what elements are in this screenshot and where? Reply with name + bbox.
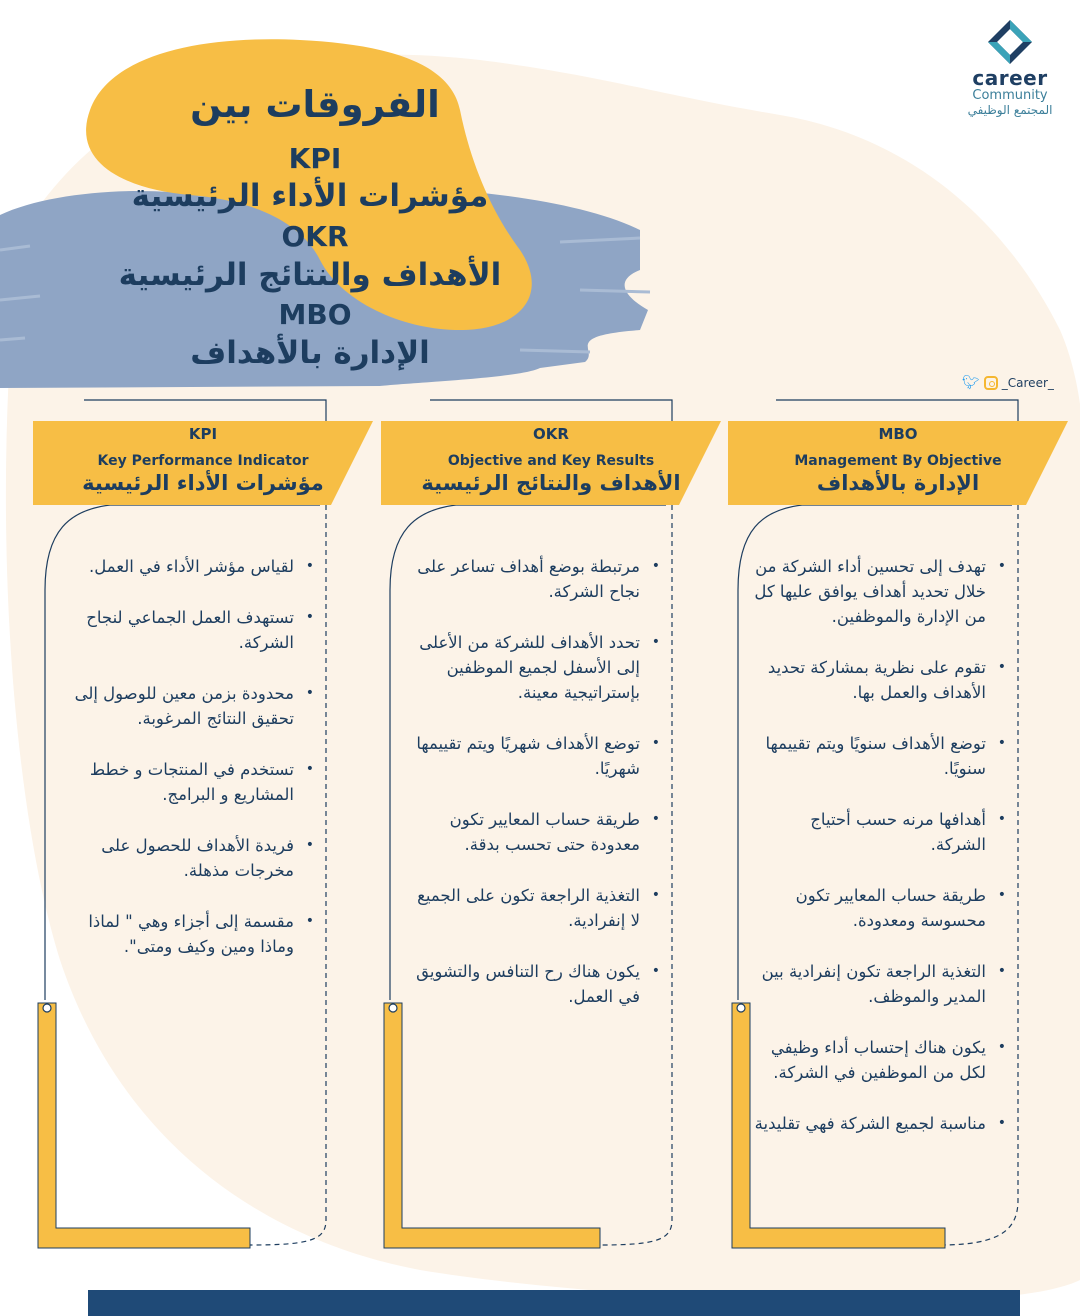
list-item: • يكون هناك رح التنافس والتشويق في العمل. [404,959,666,1009]
list-item: • طريقة حساب المعايير تكون محسوسة ومعدودة. [752,883,1012,933]
mbo-header-arabic: الإدارة بالأهداف [816,471,980,495]
list-item: • توضع الأهداف شهريًا ويتم تقييمها شهريًا. [404,731,666,781]
footer-bar [88,1290,1020,1316]
title-mbo-arabic: الإدارة بالأهداف [190,335,430,371]
title-okr-arabic: الأهداف والنتائج الرئيسية [118,257,502,293]
list-item: • مرتبطة بوضع أهداف تساعر على نجاح الشركة. [404,554,666,604]
list-item: • تحدد الأهداف للشركة من الأعلى إلى الأسفل لجميع الموظفين بإستراتيجية معينة. [404,630,666,705]
title-kpi-arabic: مؤشرات الأداء الرئيسية [131,178,489,214]
kpi-header-english: Key Performance Indicator [97,453,309,469]
list-item: • تستخدم في المنتجات و خطط المشاريع و البرامج. [62,757,320,807]
list-item: • التغذية الراجعة تكون إنفرادية بين المدير والموظف. [752,959,1012,1009]
kpi-header [33,421,373,505]
list-item: • أهدافها مرنه حسب أحتياج الشركة. [752,807,1012,857]
list-item: • تستهدف العمل الجماعي لنجاح الشركة. [62,605,320,655]
social-handle-text: _Career_ [1001,376,1054,390]
list-item: • تقوم على نظرية بمشاركة تحديد الأهداف والعمل بها. [752,655,1012,705]
title-mbo: MBO [278,298,352,331]
mbo-list [752,554,1012,1136]
list-item: • يكون هناك إحتساب أداء وظيفي لكل من الموظفين في الشركة. [752,1035,1012,1085]
okr-header-arabic: الأهداف والنتائج الرئيسية [421,471,681,495]
list-item: • لقياس مؤشر الأداء في العمل. [62,554,320,579]
mbo-header [728,421,1068,505]
list-item: • توضع الأهداف سنويًا ويتم تقييمها سنويًا. [752,731,1012,781]
list-item: • تهدف إلى تحسين أداء الشركة من خلال تحديد أهداف يوافق عليها كل من الإدارة والموظفين. [752,554,1012,629]
okr-header [381,421,721,505]
list-item: • التغذية الراجعة تكون على الجميع لا إنفرادية. [404,883,666,933]
career-community-logo [955,18,1065,118]
title-differences-between: الفروقات بين [190,83,440,126]
okr-header-abbr: OKR [533,425,569,443]
list-item: • مناسبة لجميع الشركة فهي تقليدية [752,1111,1012,1136]
okr-header-english: Objective and Key Results [447,453,655,469]
mbo-header-abbr: MBO [878,425,918,443]
mbo-header-english: Management By Objective [794,453,1002,469]
title-okr: OKR [281,220,349,253]
twitter-icon: 🐦︎ [962,375,980,391]
social-handle-row [962,374,1054,392]
list-item: • فريدة الأهداف للحصول على مخرجات مذهلة. [62,833,320,883]
kpi-header-arabic: مؤشرات الأداء الرئيسية [82,471,324,495]
kpi-list [62,554,320,959]
okr-list [404,554,666,1009]
logo-mark-icon [984,18,1036,66]
title-kpi: KPI [288,142,342,175]
list-item: • محدودة بزمن معين للوصول إلى تحقيق النتائج المرغوبة. [62,681,320,731]
list-item: • طريقة حساب المعايير تكون معدودة حتى تحسب بدقة. [404,807,666,857]
logo-career-text: career [972,66,1048,90]
logo-community-text: Community [972,88,1048,103]
instagram-icon [984,376,998,390]
logo-arabic-text: المجتمع الوظيفي [967,103,1053,117]
kpi-header-abbr: KPI [188,425,218,443]
list-item: • مقسمة إلى أجزاء وهي " لماذا وماذا ومين وكيف ومتى". [62,909,320,959]
